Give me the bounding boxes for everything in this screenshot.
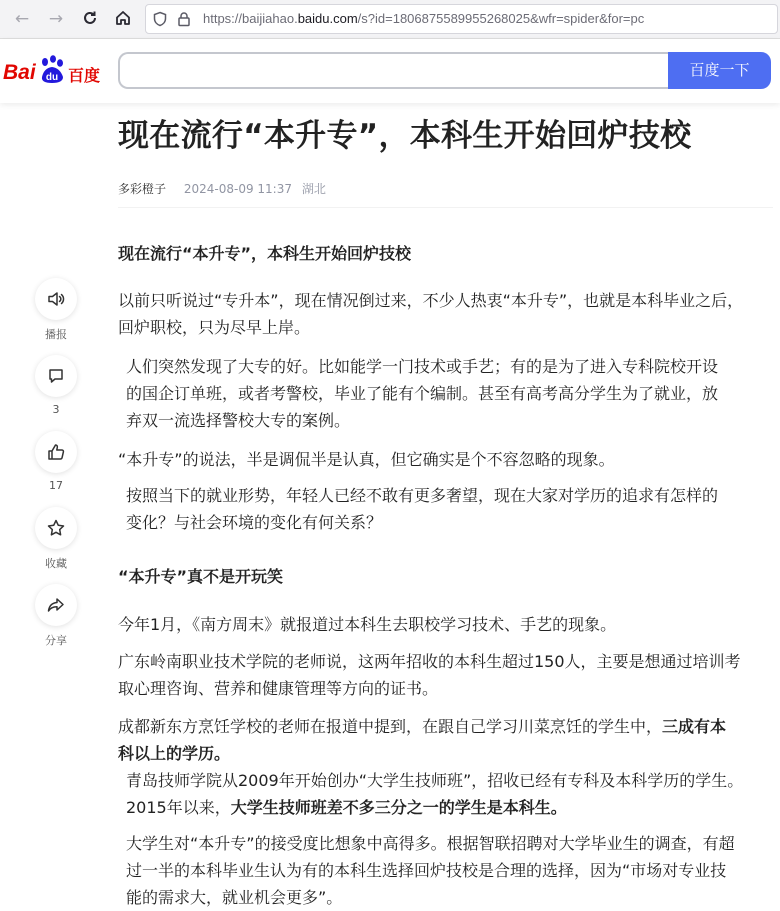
paragraph: 按照当下的就业形势，年轻人已经不敢有更多奢望，现在大家对学历的追求有怎样的 变化？与社会环境的变化有何关系？ (126, 486, 719, 532)
url-text[interactable]: https://baijiahao.baidu.com/s?id=1806875589955268025&wfr=spider&for=pc (203, 11, 645, 26)
publish-date: 2024-08-09 11:37 (183, 182, 292, 196)
article-title: 现在流行“本升专”，本科生开始回炉技校 (118, 118, 692, 154)
paragraph: 以前只听说过“专升本”，现在情况倒过来，不少人热衷“本升专”，也就是本科毕业之后， 回炉职校，只为尽早上岸。 (118, 291, 744, 337)
favorite-action[interactable] (34, 507, 78, 571)
paragraph: 今年1月，《南方周末》就报道过本科生去职校学习技术、手艺的现象。 (118, 615, 617, 634)
share-label: 分享 (45, 634, 67, 647)
paragraph: 成都新东方烹饪学校的老师在报道中提到，在跟自己学习川菜烹饪的学生中，三成有本 科以上的学历。 (118, 717, 727, 763)
author-name[interactable]: 多彩橙子 (118, 182, 167, 196)
home-icon[interactable] (113, 9, 133, 29)
section-heading: “本升专”真不是开玩笑 (118, 567, 284, 586)
paragraph: 青岛技师学院从2009年开始创办“大学生技师班”，招收已经有专科及本科学历的学生。 2015年以来，大学生技师班差不多三分之一的学生是本科生。 (126, 771, 744, 817)
like-action[interactable] (34, 431, 78, 492)
paragraph: 人们突然发现了大专的好。比如能学一门技术或手艺；有的是为了进入专科院校开设 的国企订单班，或者考警校，毕业了能有个编制。甚至有高考高分学生为了就业，放 弃双一流选择警校大专的案例。 (126, 357, 719, 430)
site-header (0, 39, 780, 103)
section-heading: 现在流行“本升专”，本科生开始回炉技校 (118, 244, 412, 263)
baidu-logo[interactable]: Bai du 百度 (3, 53, 103, 89)
reload-icon[interactable] (80, 9, 100, 29)
star-icon[interactable] (35, 507, 77, 549)
report-label: 播报 (45, 328, 67, 341)
comment-count: 3 (52, 403, 60, 416)
lock-icon[interactable] (176, 11, 192, 27)
back-icon[interactable]: ← (14, 9, 30, 29)
search-button[interactable]: 百度一下 (668, 52, 771, 89)
shield-icon[interactable] (152, 11, 168, 27)
publish-location: 湖北 (301, 182, 326, 196)
browser-toolbar (0, 0, 780, 39)
article-meta (118, 180, 326, 197)
search-input[interactable] (118, 52, 670, 89)
address-bar[interactable] (145, 4, 778, 34)
share-action[interactable] (34, 584, 78, 648)
svg-text:du: du (45, 72, 59, 83)
thumbs-up-icon[interactable] (35, 431, 77, 473)
divider (118, 207, 773, 208)
comment-action[interactable] (34, 355, 78, 416)
speaker-icon[interactable] (35, 278, 77, 320)
like-count: 17 (49, 479, 63, 492)
report-action[interactable] (34, 278, 78, 342)
share-icon[interactable] (35, 584, 77, 626)
favorite-label: 收藏 (45, 557, 67, 570)
paragraph: “本升专”的说法，半是调侃半是认真，但它确实是个不容忽略的现象。 (118, 450, 615, 469)
paragraph: 广东岭南职业技术学院的老师说，这两年招收的本科生超过150人，主要是想通过培训考 取心理咨询、营养和健康管理等方向的证书。 (118, 652, 741, 698)
forward-icon[interactable]: → (48, 9, 64, 29)
paragraph: 大学生对“本升专”的接受度比想象中高得多。根据智联招聘对大学毕业生的调查，有超 过一半的本科毕业生认为有的本科生选择回炉技校是合理的选择，因为“市场对专业技 能的需求大，就业机会更多”。 (126, 834, 735, 907)
comment-icon[interactable] (35, 355, 77, 397)
